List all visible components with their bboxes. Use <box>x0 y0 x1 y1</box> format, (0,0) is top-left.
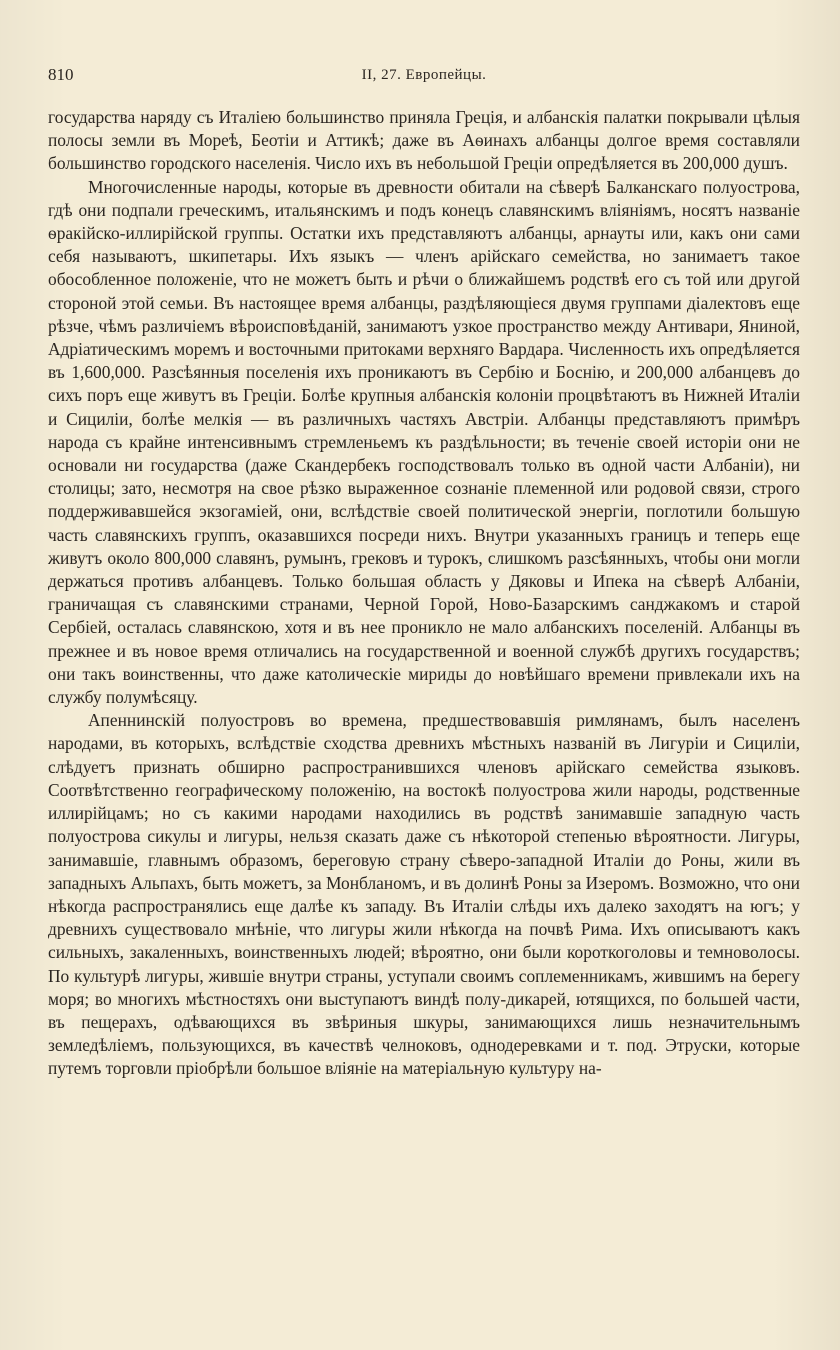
running-head: II, 27. Европейцы. <box>361 67 487 83</box>
paragraph-apennine-peninsula: Апеннинскiй полуостровъ во времена, предшествовавшiя римлянамъ, былъ населенъ народами, въ которыхъ, вслѣдствiе сходства древнихъ мѣстныхъ названiй въ Лигурiи и Сицилiи, слѣдуетъ признать обширно распространившихся членовъ арiйскаго семейства языковъ. Соотвѣтственно географическому положенiю, на востокѣ полуострова жили народы, родственные иллирiйцамъ; но съ какими народами находились въ родствѣ занимавшiе западную часть полуострова сикулы и лигуры, нельзя сказать даже съ нѣкоторой степенью вѣроятности. Лигуры, занимавшiе, главнымъ образомъ, береговую страну сѣверо-западной Италiи до Роны, жили въ западныхъ Альпахъ, быть можетъ, за Монбланомъ, и въ долинѣ Роны за Изеромъ. Возможно, что они нѣкогда распространялись еще далѣе къ западу. Въ Италiи слѣды ихъ далеко заходятъ на югъ; у древнихъ существовало мнѣнiе, что лигуры жили нѣкогда на почвѣ Рима. Ихъ описываютъ какъ сильныхъ, закаленныхъ, воинственныхъ людей; вѣроятно, они были короткоголовы и темноволосы. По культурѣ лигуры, жившiе внутри страны, уступали своимъ соплеменникамъ, жившимъ на берегу моря; во многихъ мѣстностяхъ они выступаютъ виндѣ полу-дикарей, ютящихся, по большей части, въ пещерахъ, одѣвающихся въ звѣриныя шкуры, занимающихся лишь незначительнымъ земледѣлiемъ, пользующихся, въ качествѣ челноковъ, однодеревками и т. под. Этруски, которые путемъ торговли прiобрѣли большое влiянiе на матерiальную культуру на- <box>48 710 800 1079</box>
body-text <box>48 106 800 1081</box>
paragraph-balkan-peoples: Многочисленные народы, которые въ древности обитали на сѣверѣ Балканскаго полуострова, гдѣ они подпали греческимъ, итальянскимъ и подъ конецъ славянскимъ влiянiямъ, носятъ названiе ѳракiйско-иллирiйской группы. Остатки ихъ представляютъ албанцы, арнауты или, какъ они сами себя называютъ, шкипетары. Ихъ языкъ — членъ арiйскаго семейства, но занимаетъ такое обособленное положенiе, что не можетъ быть и рѣчи о ближайшемъ родствѣ его съ той или другой стороной этой семьи. Въ настоящее время албанцы, раздѣляющiеся двумя группами дiалектовъ еще рѣзче, чѣмъ различiемъ вѣроисповѣданiй, занимаютъ узкое пространство между Антивари, Яниной, Адрiатическимъ моремъ и восточными притоками верхняго Вардара. Численность ихъ опредѣляется въ 1,600,000. Разсѣянныя поселенiя ихъ проникаютъ въ Сербiю и Боснiю, и 200,000 албанцевъ до сихъ поръ еще живутъ въ Грецiи. Болѣе крупныя албанскiя колонiи процвѣтаютъ въ Нижней Италiи и Сицилiи, болѣе мелкiя — въ различныхъ частяхъ Австрiи. Албанцы представляютъ примѣръ народа съ крайне интенсивнымъ стремленьемъ къ раздѣльности; въ теченiе своей исторiи они не основали ни государства (даже Скандербекъ господствовалъ только въ одной части Албанiи), ни столицы; зато, несмотря на свое рѣзко выраженное сознанiе племенной или родовой связи, строго поддерживавшейся экзогамiей, они, вслѣдствiе своей политической энергiи, поглотили большую часть славянскихъ группъ, оказавшихся посреди нихъ. Внутри указанныхъ границъ и теперь еще живутъ около 800,000 славянъ, румынъ, грековъ и турокъ, слишкомъ разсѣянныхъ, чтобы они могли держаться противъ албанцевъ. Только большая область у Дяковы и Ипека на сѣверѣ Албанiи, граничащая съ славянскими странами, Черной Горой, Ново-Базарскимъ санджакомъ и старой Сербiей, осталась славянскою, хотя и въ нее проникло не мало албанскихъ поселенiй. Албанцы въ прежнее и въ новое время отличались на государственной и военной службѣ другихъ государствъ; они такъ воинственны, что даже католическiе мириды до новѣйшаго времени привлекали ихъ на службу полумѣсяцу. <box>48 176 800 708</box>
page-header <box>48 64 800 86</box>
paragraph-continuation: государства наряду съ Италiею большинство приняла Грецiя, и албанскiя палатки покрывали цѣлыя полосы земли въ Мореѣ, Беотiи и Аттикѣ; даже въ Аѳинахъ албанцы долгое время составляли большинство городского населенiя. Число ихъ въ небольшой Грецiи опредѣляется въ 200,000 душъ. <box>48 107 800 174</box>
page-number: 810 <box>48 65 74 84</box>
